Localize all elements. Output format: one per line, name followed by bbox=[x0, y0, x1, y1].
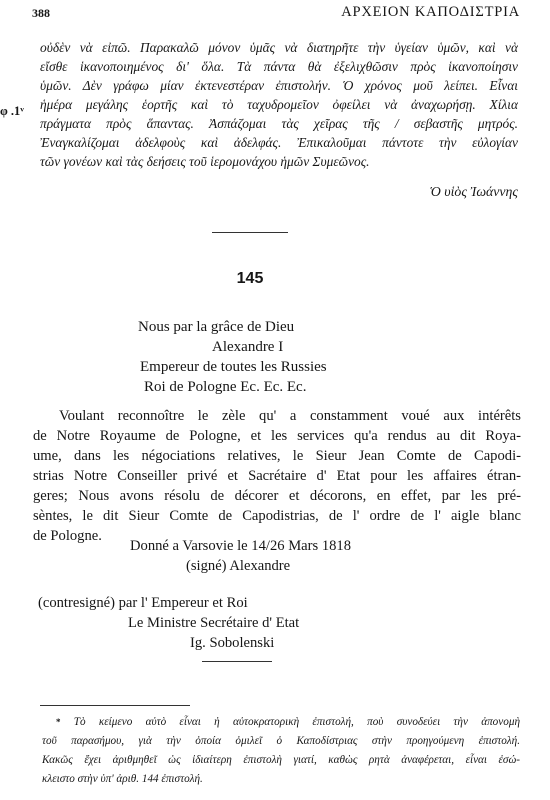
section-divider bbox=[212, 232, 288, 233]
text-line: Ἐναγκαλίζομαι ἀδελφοὺς καὶ ἀδελφάς. Ἐπικαλοῦμαι πάντοτε τὴν εὐλογίαν bbox=[40, 135, 518, 150]
text-line: ume, dans les négociations relatives, le Sieur Jean Comte de Capodi- bbox=[33, 448, 521, 464]
text-line: geres; Nous avons résolu de décorer et décorons, en effet, par les pré- bbox=[33, 488, 521, 504]
footnote-marker: * bbox=[56, 717, 61, 727]
footnote-line bbox=[42, 713, 520, 732]
text-line: sèntes, le dit Sieur Comte de Capodistrias, de l' ordre de l' aigle blanc bbox=[33, 508, 521, 524]
text-line: ἡμέρα μεγάλης ἑορτῆς καὶ τὸ ταχυδρομεῖον ὀφείλει νὰ ἀναχωρήσῃ. Χίλια bbox=[40, 97, 518, 112]
document-number: 145 bbox=[236, 270, 264, 287]
decree-signature: (signé) Alexandre bbox=[186, 558, 291, 574]
title-line: Alexandre I bbox=[212, 339, 284, 355]
text-line: Voulant reconnoître le zèle qu' a constamment voué aux intérêts bbox=[59, 408, 521, 424]
footnote-line: κλειστο στὴν ὑπ' ἀριθ. 144 ἐπιστολή. bbox=[42, 773, 203, 785]
title-line: Empereur de toutes les Russies bbox=[140, 359, 327, 375]
footnote-text: Τὸ κείμενο αὐτὸ εἶναι ἡ αὐτοκρατορικὴ ἐπιστολή, ποὺ συνοδεύει τὴν ἀπονομὴ bbox=[73, 716, 520, 728]
section-divider bbox=[202, 661, 272, 662]
margin-folio-note: φ .1ᵛ bbox=[0, 104, 25, 118]
title-line: Nous par la grâce de Dieu bbox=[138, 319, 295, 335]
text-line: de Pologne. bbox=[33, 528, 102, 544]
decree-body bbox=[33, 406, 521, 546]
footnote-line: Κακῶς ἔχει ἀριθμηθεῖ ὡς ἰδιαίτερη ἐπιστολὴ γιατί, καθὼς ρητὰ ἀναφέρεται, εἶναι ἐσώ- bbox=[42, 754, 520, 766]
letter-signature: Ὁ υἱὸς Ἰωάννης bbox=[429, 184, 518, 199]
countersign-line: (contresigné) par l' Empereur et Roi bbox=[38, 595, 248, 611]
greek-letter-text bbox=[40, 38, 518, 171]
footnote-rule bbox=[40, 705, 190, 706]
text-line: de Notre Royaume de Pologne, et les services qu'a rendus au dit Roya- bbox=[33, 428, 521, 444]
page-number: 388 bbox=[32, 6, 50, 20]
page-header bbox=[32, 6, 520, 24]
text-line: πράγματα πρὸς ἅπαντας. Ἀσπάζομαι τὰς χεῖρας τῆς / σεβαστῆς μητρός. bbox=[40, 116, 518, 131]
footnote-line: τοῦ παρασήμου, γιὰ τὴν ὁποία ὁμιλεῖ ὁ Καποδίστριας στὴν προηγούμενη ἐπιστολή. bbox=[42, 735, 520, 747]
decree-date-line: Donné a Varsovie le 14/26 Mars 1818 bbox=[130, 538, 352, 554]
countersign-line: Le Ministre Secrétaire d' Etat bbox=[128, 615, 300, 631]
text-line: τῶν γονέων καὶ τὰς δεήσεις τοῦ ἱερομονάχου ἡμῶν Συμεῶνος. bbox=[40, 154, 370, 169]
running-title: ΑΡΧΕΙΟΝ ΚΑΠΟΔΙΣΤΡΙΑ bbox=[341, 4, 520, 20]
title-line: Roi de Pologne Ec. Ec. Ec. bbox=[144, 379, 307, 395]
text-line: strias Notre Conseiller privé et Sacrétaire d' Etat pour les affaires étran- bbox=[33, 468, 521, 484]
countersign-line: Ig. Sobolenski bbox=[190, 635, 275, 651]
text-line: οὐδὲν νὰ εἰπῶ. Παρακαλῶ μόνον ὑμᾶς νὰ διατηρῆτε τὴν ὑγείαν ὑμῶν, καὶ νὰ bbox=[40, 40, 518, 55]
text-line: ὑμῶν. Δὲν γράφω μίαν ἐκτενεστέραν ἐπιστολήν. Ὁ χρόνος μοῦ λείπει. Εἶναι bbox=[40, 78, 518, 93]
text-line: εἴσθε ἱκανοποιημένος δι' ὅλα. Τὰ πάντα θὰ ἐξελιχθῶσιν πρὸς ἱκανοποίησιν bbox=[40, 59, 518, 74]
decree-title bbox=[138, 317, 398, 397]
footnote bbox=[42, 713, 520, 789]
